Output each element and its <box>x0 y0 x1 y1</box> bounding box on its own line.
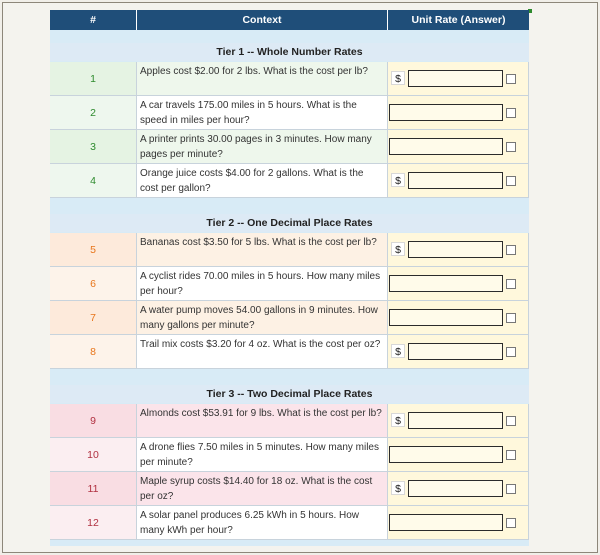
answer-input[interactable] <box>408 480 503 497</box>
answer-input[interactable] <box>408 412 503 429</box>
row-context: Almonds cost $53.91 for 9 lbs. What is the cost per lb? <box>137 404 388 437</box>
dollar-prefix: $ <box>391 413 405 427</box>
answer-input[interactable] <box>389 275 503 292</box>
check-checkbox[interactable] <box>506 347 516 357</box>
answer-input[interactable] <box>408 172 503 189</box>
check-checkbox[interactable] <box>506 142 516 152</box>
unit-rate-worksheet <box>50 10 529 546</box>
table-row <box>50 438 529 472</box>
dollar-prefix: $ <box>391 71 405 85</box>
table-row <box>50 301 529 335</box>
check-checkbox[interactable] <box>506 313 516 323</box>
tier-2-heading: Tier 2 -- One Decimal Place Rates <box>50 214 529 232</box>
answer-cell <box>388 233 529 266</box>
row-context: Bananas cost $3.50 for 5 lbs. What is the cost per lb? <box>137 233 388 266</box>
row-context: A cyclist rides 70.00 miles in 5 hours. How many miles per hour? <box>137 267 388 300</box>
answer-input[interactable] <box>389 309 503 326</box>
check-checkbox[interactable] <box>506 450 516 460</box>
answer-cell <box>388 62 529 95</box>
table-row <box>50 267 529 301</box>
dollar-prefix: $ <box>391 344 405 358</box>
answer-cell <box>388 335 529 368</box>
check-checkbox[interactable] <box>506 245 516 255</box>
row-number: 9 <box>50 404 137 437</box>
row-number: 12 <box>50 506 137 539</box>
check-checkbox[interactable] <box>506 74 516 84</box>
answer-cell <box>388 301 529 334</box>
table-row <box>50 404 529 438</box>
row-number: 6 <box>50 267 137 300</box>
answer-input[interactable] <box>389 104 503 121</box>
tier-1-heading: Tier 1 -- Whole Number Rates <box>50 43 529 61</box>
header-num: # <box>50 10 137 30</box>
row-number: 10 <box>50 438 137 471</box>
answer-input[interactable] <box>408 70 503 87</box>
row-context: A printer prints 30.00 pages in 3 minutes. How many pages per minute? <box>137 130 388 163</box>
row-context: A drone flies 7.50 miles in 5 minutes. How many miles per minute? <box>137 438 388 471</box>
row-context: Apples cost $2.00 for 2 lbs. What is the cost per lb? <box>137 62 388 95</box>
table-row <box>50 335 529 369</box>
answer-input[interactable] <box>389 514 503 531</box>
table-row <box>50 164 529 198</box>
answer-input[interactable] <box>389 446 503 463</box>
table-header <box>50 10 529 30</box>
answer-cell <box>388 438 529 471</box>
answer-cell <box>388 472 529 505</box>
row-context: A water pump moves 54.00 gallons in 9 minutes. How many gallons per minute? <box>137 301 388 334</box>
row-context: Maple syrup costs $14.40 for 18 oz. What is the cost per oz? <box>137 472 388 505</box>
dollar-prefix: $ <box>391 173 405 187</box>
answer-cell <box>388 130 529 163</box>
row-number: 3 <box>50 130 137 163</box>
table-row <box>50 130 529 164</box>
check-checkbox[interactable] <box>506 279 516 289</box>
row-number: 7 <box>50 301 137 334</box>
table-row <box>50 62 529 96</box>
dollar-prefix: $ <box>391 481 405 495</box>
table-row <box>50 506 529 540</box>
answer-input[interactable] <box>389 138 503 155</box>
check-checkbox[interactable] <box>506 176 516 186</box>
row-number: 8 <box>50 335 137 368</box>
row-context: Orange juice costs $4.00 for 2 gallons. What is the cost per gallon? <box>137 164 388 197</box>
row-number: 1 <box>50 62 137 95</box>
tier-3-heading: Tier 3 -- Two Decimal Place Rates <box>50 385 529 403</box>
row-number: 2 <box>50 96 137 129</box>
check-checkbox[interactable] <box>506 484 516 494</box>
answer-cell <box>388 404 529 437</box>
dollar-prefix: $ <box>391 242 405 256</box>
answer-input[interactable] <box>408 343 503 360</box>
answer-input[interactable] <box>408 241 503 258</box>
check-checkbox[interactable] <box>506 108 516 118</box>
table-row <box>50 233 529 267</box>
header-answer: Unit Rate (Answer) <box>411 14 506 26</box>
check-checkbox[interactable] <box>506 416 516 426</box>
row-context: A car travels 175.00 miles in 5 hours. What is the speed in miles per hour? <box>137 96 388 129</box>
answer-cell <box>388 164 529 197</box>
table-row <box>50 96 529 130</box>
answer-cell <box>388 267 529 300</box>
row-context: A solar panel produces 6.25 kWh in 5 hours. How many kWh per hour? <box>137 506 388 539</box>
answer-cell <box>388 96 529 129</box>
header-context: Context <box>137 10 388 30</box>
row-number: 11 <box>50 472 137 505</box>
row-number: 4 <box>50 164 137 197</box>
row-number: 5 <box>50 233 137 266</box>
row-context: Trail mix costs $3.20 for 4 oz. What is the cost per oz? <box>137 335 388 368</box>
answer-cell <box>388 506 529 539</box>
check-checkbox[interactable] <box>506 518 516 528</box>
table-row <box>50 472 529 506</box>
